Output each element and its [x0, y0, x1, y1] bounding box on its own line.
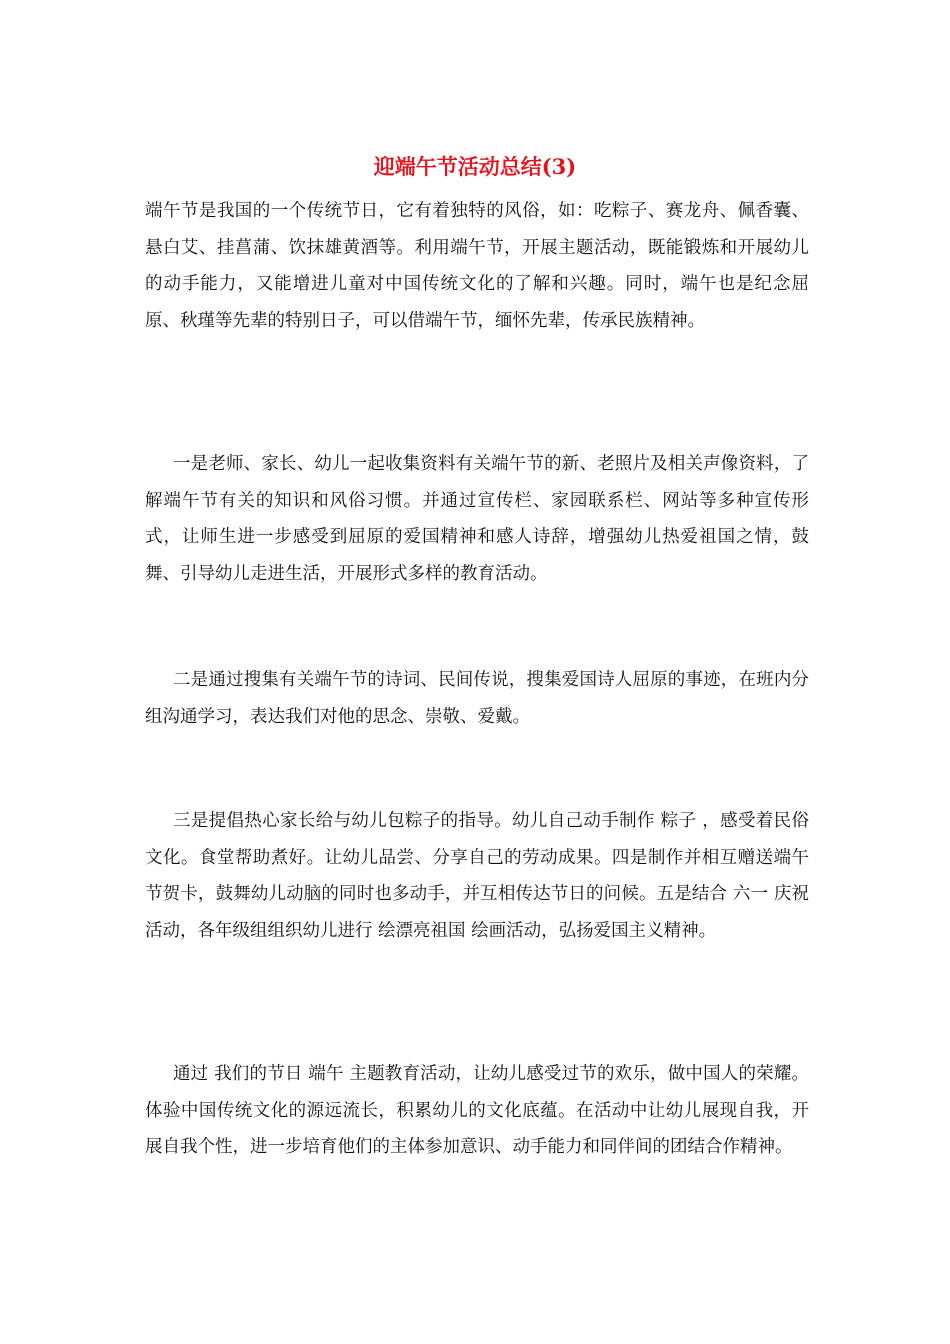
document-title: 迎端午节活动总结(3) [373, 154, 577, 179]
paragraph-conclusion: 通过 我们的节日 端午 主题教育活动，让幼儿感受过节的欢乐，做中国人的荣耀。体验中国传统文化的源远流长，积累幼儿的文化底蕴。在活动中让幼儿展现自我，开展自我个性，进一步培育他们的主体参加意识、动手能力和同伴间的团结合作精神。 [145, 1064, 809, 1157]
paragraph-activity-two: 二是通过搜集有关端午节的诗词、民间传说，搜集爱国诗人屈原的事迹，在班内分组沟通学习，表达我们对他的思念、崇敬、爱戴。 [145, 670, 809, 727]
paragraph-intro: 端午节是我国的一个传统节日，它有着独特的风俗，如：吃粽子、赛龙舟、佩香囊、悬白艾、挂菖蒲、饮抹雄黄酒等。利用端午节，开展主题活动，既能锻炼和开展幼儿的动手能力，又能增进儿童对中国传统文化的了解和兴趣。同时，端午也是纪念屈原、秋瑾等先辈的特别日子，可以借端午节，缅怀先辈，传承民族精神。 [145, 201, 809, 331]
paragraph-activity-three: 三是提倡热心家长给与幼儿包粽子的指导。幼儿自己动手制作 粽子 ，感受着民俗文化。食堂帮助煮好。让幼儿品尝、分享自己的劳动成果。四是制作并相互赠送端午节贺卡，鼓舞幼儿动脑的同时也多动手，并互相传达节日的问候。五是结合 六一 庆祝活动，各年级组组织幼儿进行 绘漂亮祖国 绘画活动，弘扬爱国主义精神。 [145, 811, 809, 941]
paragraph-activity-one: 一是老师、家长、幼儿一起收集资料有关端午节的新、老照片及相关声像资料，了解端午节有关的知识和风俗习惯。并通过宣传栏、家园联系栏、网站等多种宣传形式，让师生进一步感受到屈原的爱国精神和感人诗辞，增强幼儿热爱祖国之情，鼓舞、引导幼儿走进生活，开展形式多样的教育活动。 [145, 454, 809, 584]
